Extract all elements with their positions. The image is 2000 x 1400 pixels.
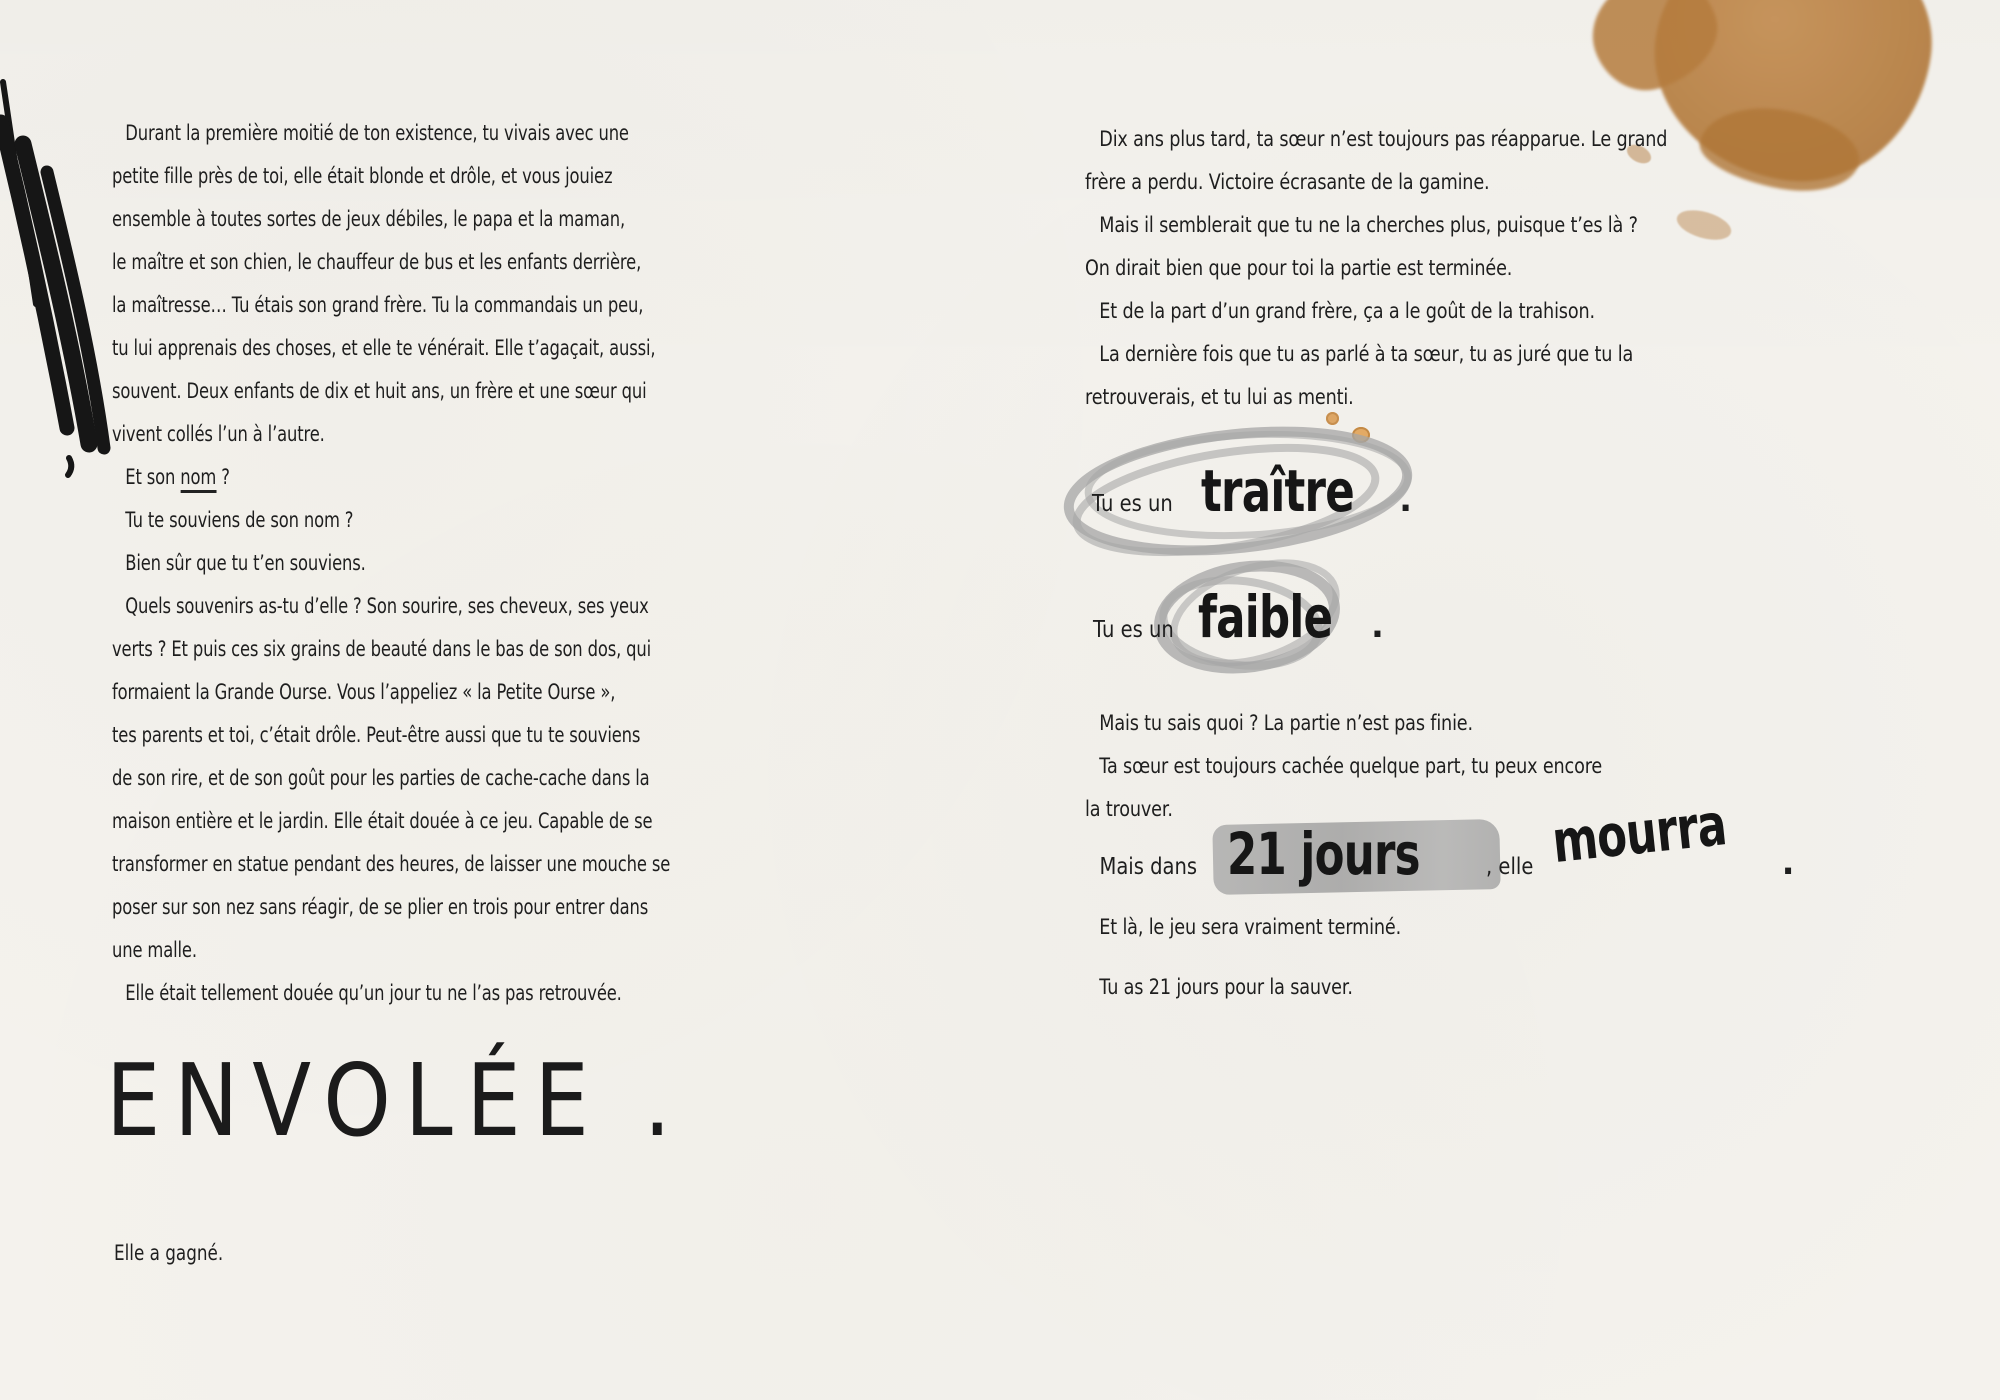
traitre-word: traître xyxy=(1201,457,1355,525)
text-line: On dirait bien que pour toi la partie est terminée. xyxy=(1085,256,1513,280)
text-line: la trouver. xyxy=(1085,797,1173,821)
faible-period: . xyxy=(1371,606,1384,646)
termine-line-wrap xyxy=(1085,906,1461,949)
text-line: Et de la part d’un grand frère, ça a le goût de la trahison. xyxy=(1099,299,1595,323)
brush-strokes-illustration xyxy=(0,76,128,484)
text-line: formaient la Grande Ourse. Vous l’appeliez « la Petite Ourse », xyxy=(112,680,616,704)
jours-mid: , elle xyxy=(1485,854,1534,880)
traitre-period: . xyxy=(1399,480,1412,520)
nom-line-pre: Et son xyxy=(125,465,181,489)
jours-highlight-wrap xyxy=(1227,820,1484,888)
sauver-line-wrap xyxy=(1085,966,1404,1009)
text-line: Tu te souviens de son nom ? xyxy=(125,508,354,532)
paragraph xyxy=(112,112,828,456)
text-line: ensemble à toutes sortes de jeux débiles, le papa et la maman, xyxy=(112,207,626,231)
text-line: retrouverais, et tu lui as menti. xyxy=(1085,385,1354,409)
text-line: Dix ans plus tard, ta sœur n’est toujours pas réapparue. Le grand xyxy=(1099,127,1668,151)
text-line: souvent. Deux enfants de dix et huit ans, un frère et une sœur qui xyxy=(112,379,647,403)
right-column-top xyxy=(1085,118,1778,419)
text-line: transformer en statue pendant des heures, de laisser une mouche se xyxy=(112,852,671,876)
text-line: de son rire, et de son goût pour les parties de cache-cache dans la xyxy=(112,766,650,790)
paragraph xyxy=(112,499,828,1015)
text-line: Et là, le jeu sera vraiment terminé. xyxy=(1099,915,1402,939)
nom-question-line xyxy=(112,456,670,499)
traitre-callout xyxy=(1050,423,1440,573)
text-line: vivent collés l’un à l’autre. xyxy=(112,422,325,446)
jours-number: 21 jours xyxy=(1226,820,1420,888)
text-line: une malle. xyxy=(112,938,197,962)
text-line: La dernière fois que tu as parlé à ta sœur, tu as juré que tu la xyxy=(1099,342,1634,366)
faible-callout xyxy=(1075,553,1385,693)
text-line: la maîtresse… Tu étais son grand frère. Tu la commandais un peu, xyxy=(112,293,644,317)
nom-line-post: ? xyxy=(216,465,230,489)
text-line: Bien sûr que tu t’en souviens. xyxy=(125,551,366,575)
mourra-period: . xyxy=(1781,843,1795,883)
underlined-word: nom xyxy=(180,465,216,493)
mourra-word: mourra xyxy=(1548,790,1729,876)
jours-prefix: Mais dans xyxy=(1099,854,1198,880)
text-line: Mais tu sais quoi ? La partie n’est pas finie. xyxy=(1099,711,1473,735)
text-line: tu lui apprenais des choses, et elle te vénérait. Elle t’agaçait, aussi, xyxy=(112,336,656,360)
text-line: Ta sœur est toujours cachée quelque part, tu peux encore xyxy=(1099,754,1603,778)
faible-prefix: Tu es un xyxy=(1093,617,1174,643)
faible-word: faible xyxy=(1198,583,1333,651)
text-line: Elle était tellement douée qu’un jour tu ne l’as pas retrouvée. xyxy=(125,981,622,1005)
paragraph xyxy=(1085,118,1778,419)
text-line: poser sur son nez sans réagir, de se plier en trois pour entrer dans xyxy=(112,895,649,919)
text-line: verts ? Et puis ces six grains de beauté dans le bas de son dos, qui xyxy=(112,637,652,661)
text-line: Tu as 21 jours pour la sauver. xyxy=(1099,975,1353,999)
text-line: frère a perdu. Victoire écrasante de la gamine. xyxy=(1085,170,1490,194)
left-column xyxy=(112,112,828,1015)
text-line: maison entière et le jardin. Elle était douée à ce jeu. Capable de se xyxy=(112,809,653,833)
text-line: tes parents et toi, c’était drôle. Peut-être aussi que tu te souviens xyxy=(112,723,641,747)
text-line: petite fille près de toi, elle était blonde et drôle, et vous jouiez xyxy=(112,164,613,188)
text-line: Quels souvenirs as-tu d’elle ? Son sourire, ses cheveux, ses yeux xyxy=(125,594,649,618)
text-line: Durant la première moitié de ton existence, tu vivais avec une xyxy=(125,121,629,145)
envolee-display-word: ENVOLÉE . xyxy=(106,1042,685,1159)
traitre-prefix: Tu es un xyxy=(1092,491,1173,517)
text-line: le maître et son chien, le chauffeur de bus et les enfants derrière, xyxy=(112,250,642,274)
gagne-line: Elle a gagné. xyxy=(114,1241,224,1265)
text-line: Mais il semblerait que tu ne la cherches plus, puisque t’es là ? xyxy=(1099,213,1638,237)
